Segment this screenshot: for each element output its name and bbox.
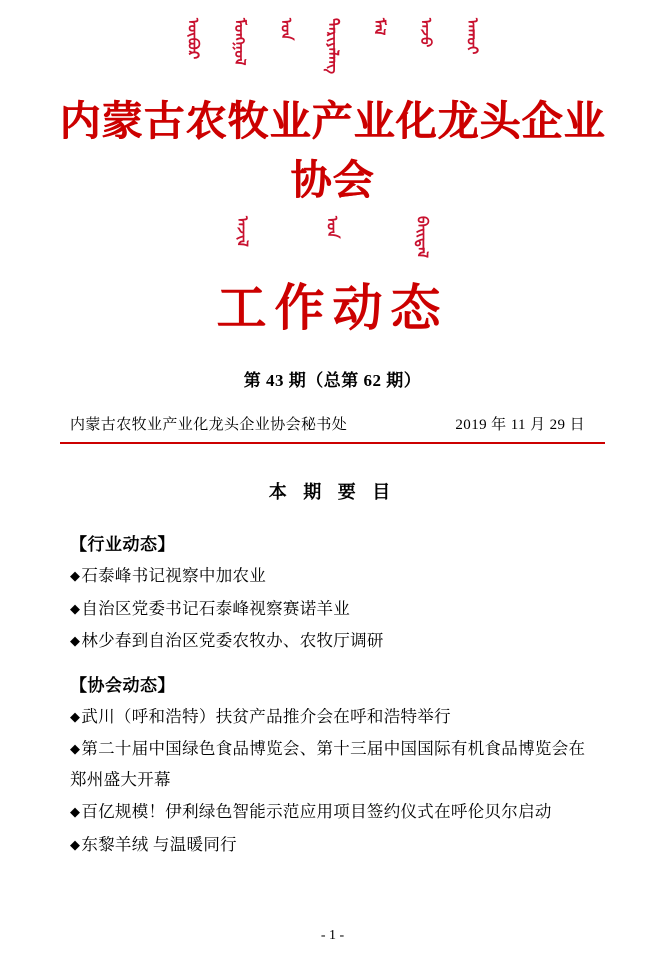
toc-item-label: 林少春到自治区党委农牧办、农牧厅调研 (81, 631, 384, 651)
toc-item-label: 百亿规模！伊利绿色智能示范应用项目签约仪式在呼伦贝尔启动 (81, 802, 552, 822)
toc-item[interactable] (70, 702, 597, 733)
mongolian-word: ᠠᠵᠢᠯ (233, 216, 252, 247)
mongolian-word: ᠪᠠᠢᠳᠠᠯ (413, 216, 432, 258)
toc-item-label: 东黎羊绒 与温暖同行 (81, 834, 237, 854)
toc-item-label: 自治区党委书记石泰峰视察赛诺羊业 (81, 598, 351, 618)
mongolian-word: ᠲᠠᠷᠢᠶᠠᠯᠠᠩ (323, 18, 342, 74)
bullet-icon: ◆ (70, 804, 81, 820)
mongolian-word: ᠠᠵᠤ (416, 18, 435, 48)
mongolian-header-row (40, 0, 625, 74)
mongolian-word: ᠮᠣᠩᠭᠣᠯ (230, 18, 249, 66)
mongolian-word: ᠮᠠᠯ (370, 18, 389, 36)
toc-item[interactable] (70, 626, 597, 657)
document-title: 内蒙古农牧业产业化龙头企业协会 (59, 98, 606, 203)
toc-item[interactable] (70, 561, 597, 592)
toc-section-heading: 【行业动态】 (70, 535, 175, 554)
toc-item[interactable] (70, 594, 597, 625)
bullet-icon: ◆ (70, 836, 81, 852)
mongolian-word: ᠤᠨ (323, 216, 342, 239)
publisher-name: 内蒙古农牧业产业化龙头企业协会秘书处 (70, 417, 348, 433)
toc-item-label: 第二十届中国绿色食品博览会、第十三届中国国际有机食品博览会在郑州盛大开幕 (70, 739, 586, 789)
toc-item[interactable] (70, 830, 597, 861)
bullet-icon: ◆ (70, 741, 81, 757)
table-of-contents (40, 530, 625, 860)
red-divider (60, 442, 605, 444)
mongolian-subheader-row (40, 206, 625, 260)
publish-date: 2019 年 11 月 29 日 (455, 417, 585, 433)
toc-item-label: 石泰峰书记视察中加农业 (81, 566, 267, 585)
toc-item[interactable] (70, 734, 597, 795)
toc-section-heading: 【协会动态】 (70, 675, 175, 695)
toc-item[interactable] (70, 797, 597, 828)
page-number: - 1 - (320, 928, 345, 943)
publisher-row (40, 413, 625, 434)
mongolian-word: ᠦᠪᠦᠷ (184, 18, 203, 60)
issue-number: 第 43 期（总第 62 期） (243, 371, 422, 390)
mongolian-word: ᠠᠬᠤᠢ (463, 18, 482, 55)
mongolian-word: ᠤᠨ (277, 18, 296, 41)
bullet-icon: ◆ (70, 568, 81, 583)
bullet-icon: ◆ (70, 600, 81, 616)
toc-item-label: 武川（呼和浩特）扶贫产品推介会在呼和浩特举行 (81, 706, 451, 726)
bullet-icon: ◆ (70, 708, 81, 724)
bullet-icon: ◆ (70, 633, 81, 649)
document-subtitle: 工作动态 (216, 280, 449, 336)
contents-heading: 本 期 要 目 (268, 482, 397, 502)
